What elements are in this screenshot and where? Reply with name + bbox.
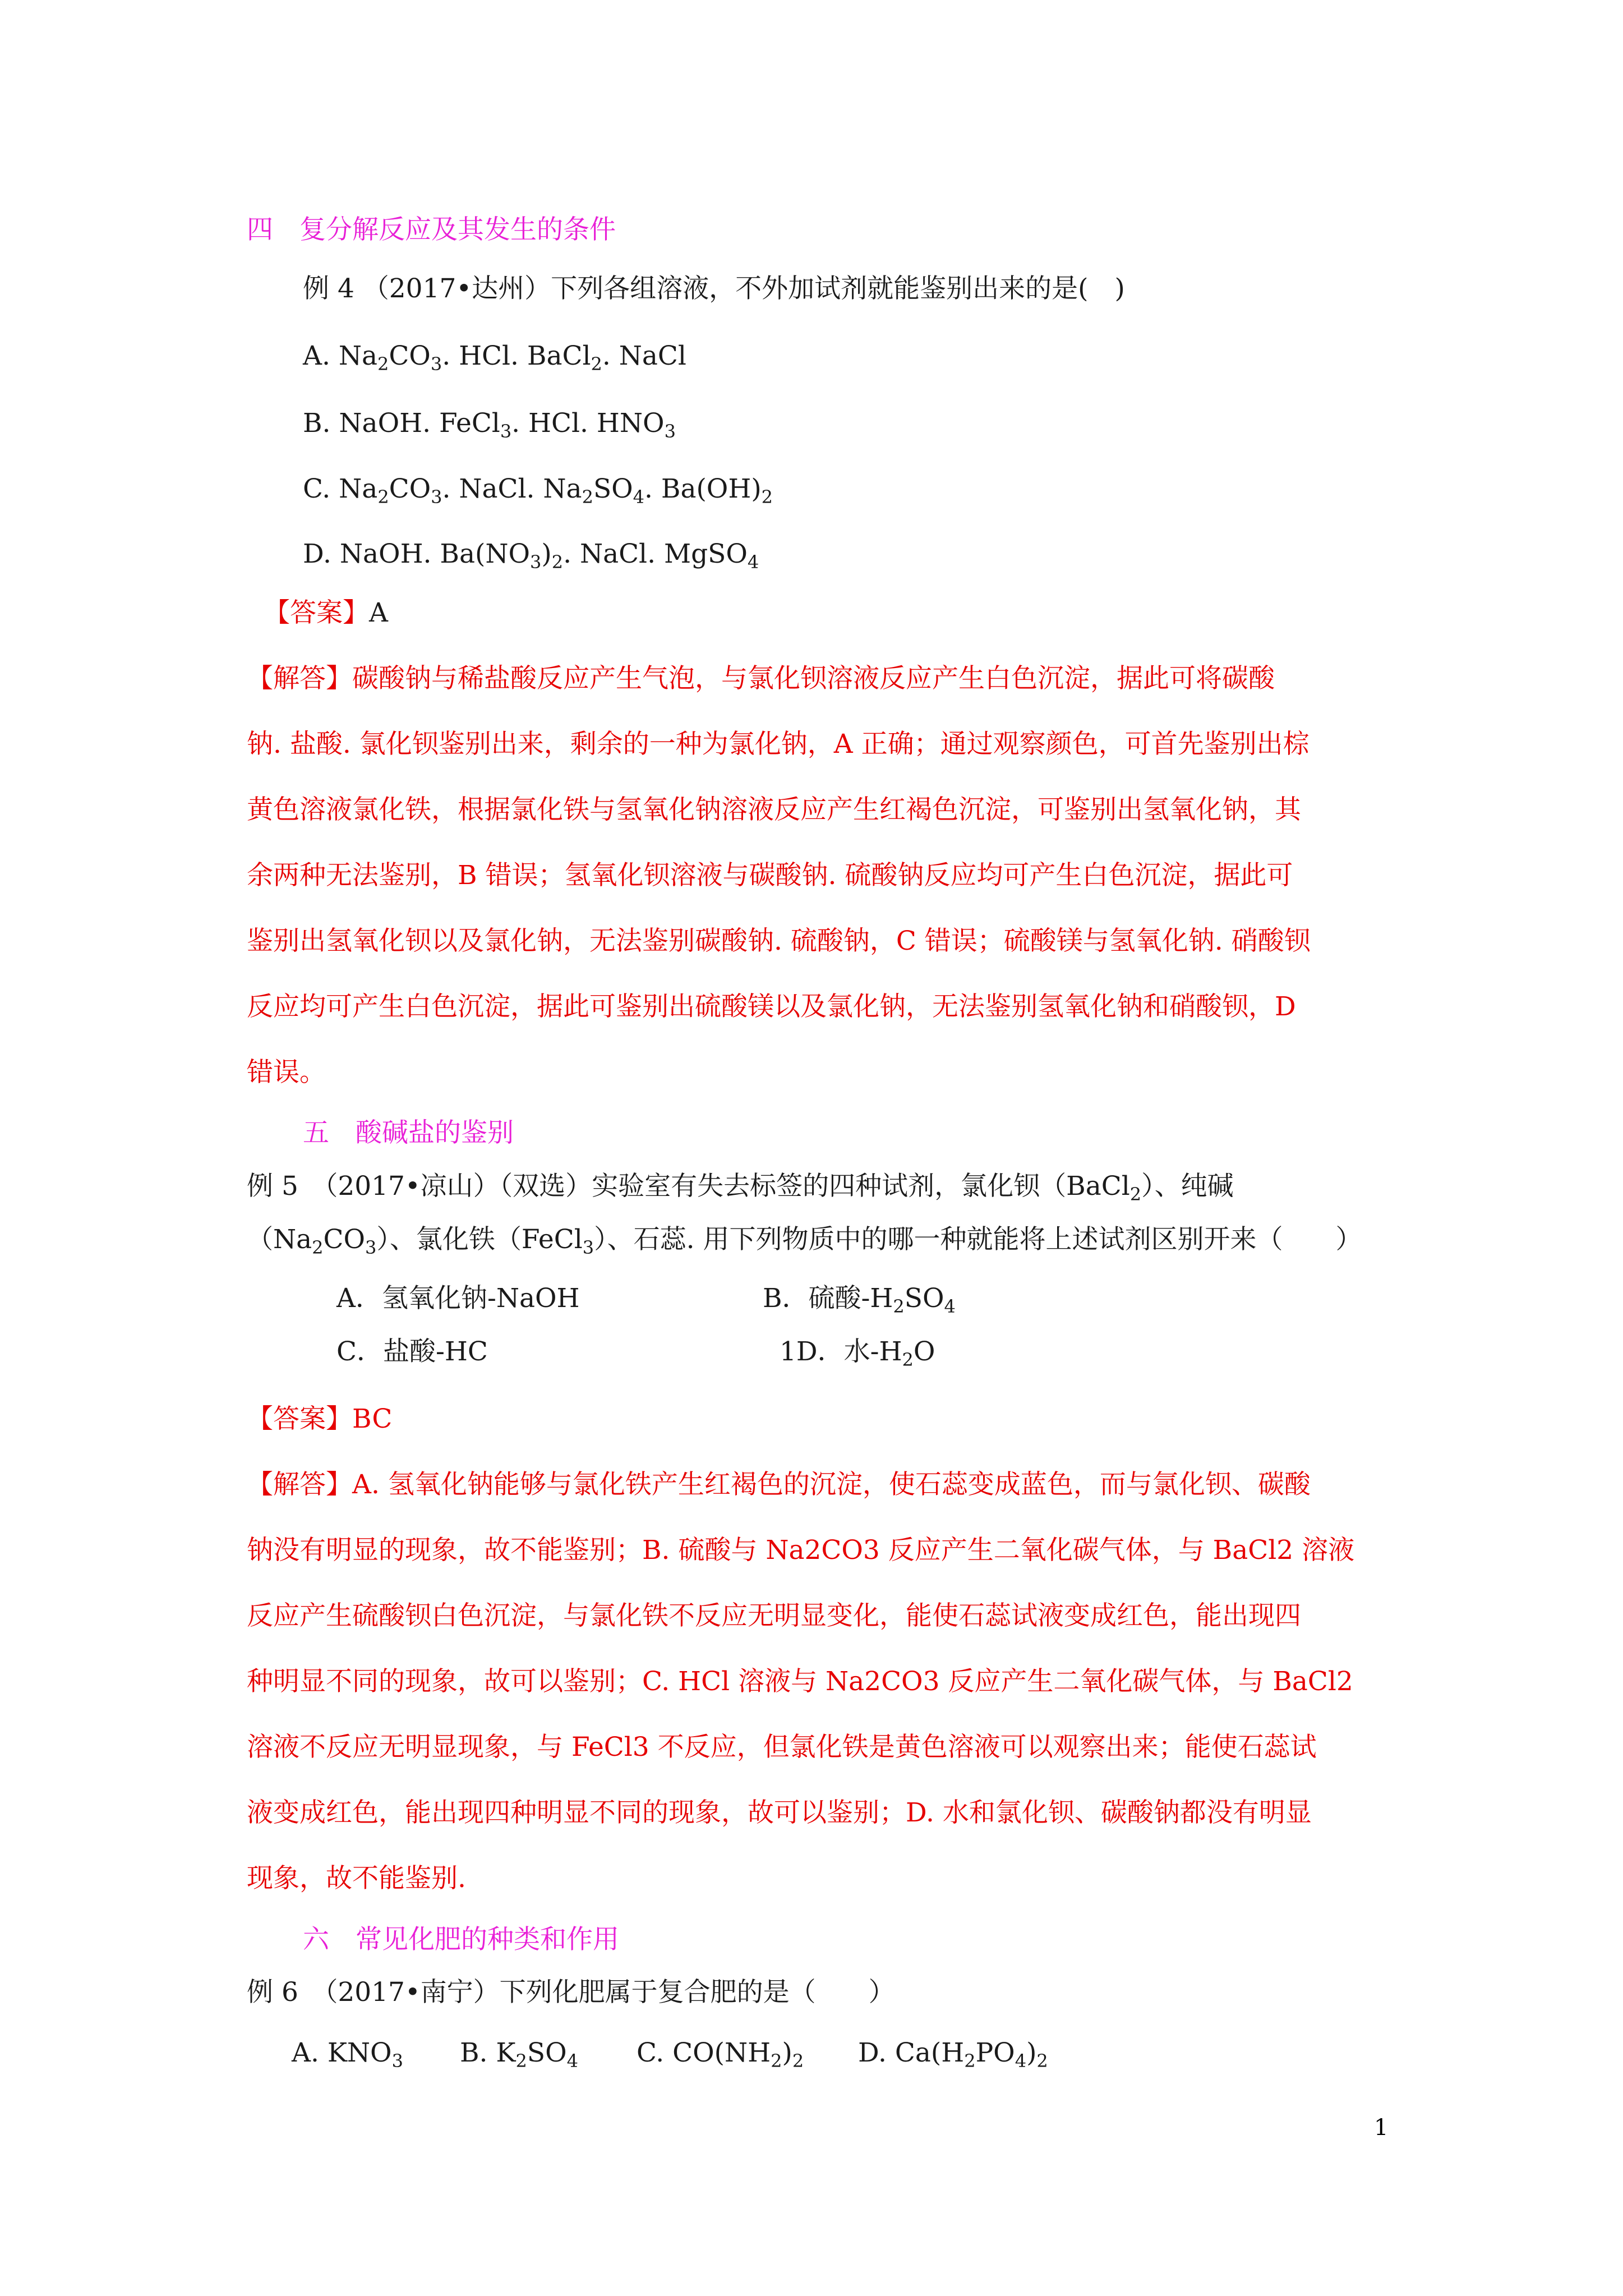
- example-4-question: 例 4 （2017•达州）下列各组溶液，不外加试剂就能鉴别出来的是( ): [303, 273, 1125, 304]
- example-4-explanation-line-5: 鉴别出氢氧化钡以及氯化钠，无法鉴别碳酸钠. 硫酸钠，C 错误；硫酸镁与氢氧化钠. 硝酸钡: [247, 926, 1311, 956]
- example-6-option-c: C. $CO(NH_2)_2$: [637, 2037, 804, 2072]
- example-5-explanation-line-3: 反应产生硫酸钡白色沉淀，与氯化铁不反应无明显变化，能使石蕊试液变成红色，能出现四: [247, 1600, 1301, 1631]
- example-5-option-a: A．氢氧化钠-NaOH: [336, 1283, 580, 1314]
- example-5-explanation-line-4: 种明显不同的现象，故可以鉴别；C. HCl 溶液与 Na2CO3 反应产生二氧化碳气体，与 BaCl2: [247, 1666, 1353, 1697]
- example-5-explanation-line-1: 【解答】A. 氢氧化钠能够与氯化铁产生红褐色的沉淀，使石蕊变成蓝色，而与氯化钡、碳酸: [247, 1469, 1311, 1500]
- section-heading-5: 五 酸碱盐的鉴别: [303, 1117, 514, 1148]
- example-5-question-line-2: $(Na_2CO_3)$、氯化铁（FeCl$_3$）、石蕊. 用下列物质中的哪一种就能将上述试剂区别开来（ ）: [247, 1224, 1362, 1258]
- section-heading-4: 四 复分解反应及其发生的条件: [247, 214, 616, 245]
- example-5-question-line-1: 例 5 （2017•凉山）（双选）实验室有失去标签的四种试剂，氯化钡（BaCl$_2$）、纯碱: [247, 1171, 1234, 1205]
- example-5-option-b: B．硫酸$-H_2SO_4$: [763, 1283, 956, 1317]
- example-4-explanation-line-7: 错误。: [247, 1057, 326, 1088]
- example-4-explanation-line-1: 【解答】碳酸钠与稀盐酸反应产生气泡，与氯化钡溶液反应产生白色沉淀，据此可将碳酸: [247, 663, 1275, 694]
- example-5-explanation-line-6: 液变成红色，能出现四种明显不同的现象，故可以鉴别；D. 水和氯化钡、碳酸钠都没有明显: [247, 1797, 1312, 1828]
- example-5-explanation-line-2: 钠没有明显的现象，故不能鉴别；B. 硫酸与 Na2CO3 反应产生二氧化碳气体，与 BaCl2 溶液: [247, 1535, 1355, 1566]
- example-4-option-c: C. $Na_2CO_3$. NaCl. $Na_2SO_4$. $Ba(OH)_2$: [303, 473, 773, 508]
- section-heading-6: 六 常见化肥的种类和作用: [303, 1924, 619, 1955]
- example-6-option-d: D. $Ca(H_2PO_4)_2$: [858, 2037, 1048, 2072]
- example-5-option-c: C．盐酸-HC: [336, 1336, 488, 1367]
- example-5-explanation-line-5: 溶液不反应无明显现象，与 FeCl3 不反应，但氯化铁是黄色溶液可以观察出来；能使石蕊试: [247, 1732, 1317, 1763]
- example-4-option-b: B. NaOH. FeCl$_3$. HCl. $HNO_3$: [303, 408, 676, 442]
- example-4-explanation-line-4: 余两种无法鉴别，B 错误；氢氧化钡溶液与碳酸钠. 硫酸钠反应均可产生白色沉淀，据此可: [247, 860, 1293, 891]
- example-4-explanation-line-2: 钠. 盐酸. 氯化钡鉴别出来，剩余的一种为氯化钠，A 正确；通过观察颜色，可首先鉴别出棕: [247, 729, 1310, 760]
- example-6-question: 例 6 （2017•南宁）下列化肥属于复合肥的是（ ）: [247, 1977, 895, 2008]
- page-number: 1: [1374, 2115, 1389, 2141]
- example-6-option-a: A. $KNO_3$: [292, 2037, 403, 2072]
- example-6-option-b: B. $K_2SO_4$: [460, 2037, 578, 2072]
- example-5-explanation-line-7: 现象，故不能鉴别.: [247, 1863, 466, 1894]
- example-4-explanation-line-3: 黄色溶液氯化铁，根据氯化铁与氢氧化钠溶液反应产生红褐色沉淀，可鉴别出氢氧化钠，其: [247, 794, 1301, 825]
- example-5-answer: 【答案】BC: [247, 1404, 393, 1434]
- example-4-option-d: D. NaOH. $Ba(NO_3)_2$. NaCl. MgSO$_4$: [303, 539, 759, 573]
- example-4-option-a: A. $Na_2CO_3$. HCl. BaCl$_2$. NaCl: [303, 341, 686, 375]
- example-5-option-d: 1D．水$-H_2O$: [780, 1336, 935, 1370]
- example-4-explanation-line-6: 反应均可产生白色沉淀，据此可鉴别出硫酸镁以及氯化钠，无法鉴别氢氧化钠和硝酸钡，D: [247, 991, 1296, 1022]
- example-4-answer: 【答案】A: [264, 597, 388, 628]
